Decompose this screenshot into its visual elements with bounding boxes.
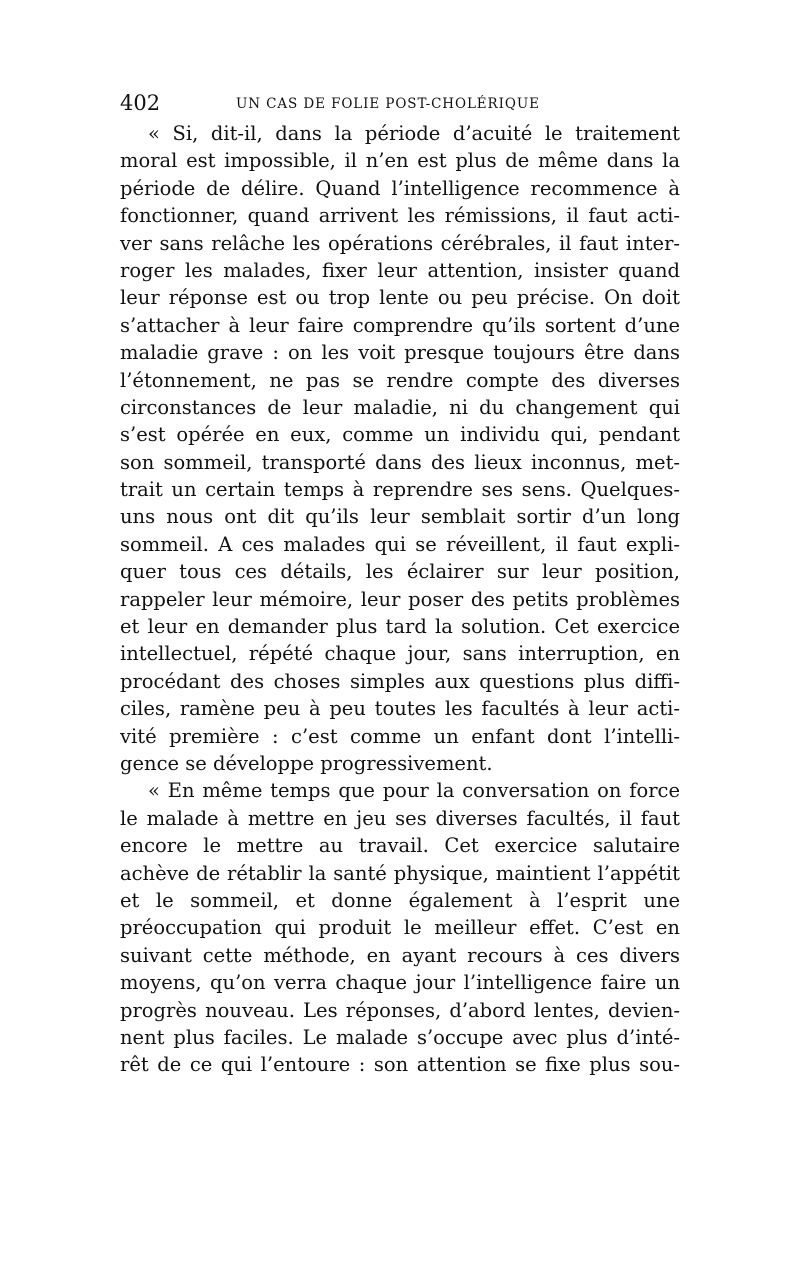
text-line: sommeil. A ces malades qui se réveillent, il faut expli- [120,532,680,556]
text-line: nent plus faciles. Le malade s’occupe avec plus d’inté- [120,1025,680,1049]
text-line: gence se développe progressivement. [120,751,493,775]
text-line: leur réponse est ou trop lente ou peu précise. On doit [120,286,680,310]
text-line: uns nous ont dit qu’ils leur semblait sortir d’un long [120,505,680,529]
text-line: rappeler leur mémoire, leur poser des petits problèmes [120,587,680,611]
running-title: UN CAS DE FOLIE POST-CHOLÉRIQUE [236,96,540,112]
text-line: le malade à mettre en jeu ses diverses facultés, il faut [120,806,680,830]
text-line: maladie grave : on les voit presque toujours être dans [120,341,680,365]
text-line: circonstances de leur maladie, ni du changement qui [120,395,680,419]
text-line: rêt de ce qui l’entoure : son attention se fixe plus sou- [120,1053,680,1077]
text-line: roger les malades, fixer leur attention, insister quand [120,258,680,282]
text-line: fonctionner, quand arrivent les rémissions, il faut acti- [120,204,680,228]
text-line: suivant cette méthode, en ayant recours à ces divers [120,943,680,967]
text-line: quer tous ces détails, les éclairer sur leur position, [120,560,680,584]
text-line: achève de rétablir la santé physique, maintient l’appétit [120,861,680,885]
text-line: « En même temps que pour la conversation on force [148,779,680,803]
text-line: période de délire. Quand l’intelligence recommence à [120,176,680,200]
text-line: s’est opérée en eux, comme un individu qui, pendant [120,423,680,447]
text-line: et le sommeil, et donne également à l’esprit une [120,888,680,912]
text-line: vité première : c’est comme un enfant dont l’intelli- [120,724,680,748]
body-text [120,120,680,1079]
text-line: trait un certain temps à reprendre ses sens. Quelques- [120,478,680,502]
text-line: ver sans relâche les opérations cérébrales, il faut inter- [120,231,680,255]
text-line: progrès nouveau. Les réponses, d’abord lentes, devien- [120,998,680,1022]
text-line: moral est impossible, il n’en est plus de même dans la [120,149,680,173]
text-line: encore le mettre au travail. Cet exercice salutaire [120,834,680,858]
page-header [120,88,680,118]
text-line: moyens, qu’on verra chaque jour l’intelligence faire un [120,971,680,995]
text-line: « Si, dit-il, dans la période d’acuité le traitement [148,122,680,145]
text-line: l’étonnement, ne pas se rendre compte des diverses [120,368,680,392]
text-line: préoccupation qui produit le meilleur effet. C’est en [120,916,680,940]
text-line: s’attacher à leur faire comprendre qu’ils sortent d’une [120,313,680,337]
text-line: son sommeil, transporté dans des lieux inconnus, met- [120,450,680,474]
text-line: ciles, ramène peu à peu toutes les facultés à leur acti- [120,697,680,721]
text-line: et leur en demander plus tard la solution. Cet exercice [120,615,680,639]
text-line: procédant des choses simples aux questions plus diffi- [120,669,680,693]
page-number: 402 [120,91,161,115]
text-line: intellectuel, répété chaque jour, sans interruption, en [120,642,680,666]
